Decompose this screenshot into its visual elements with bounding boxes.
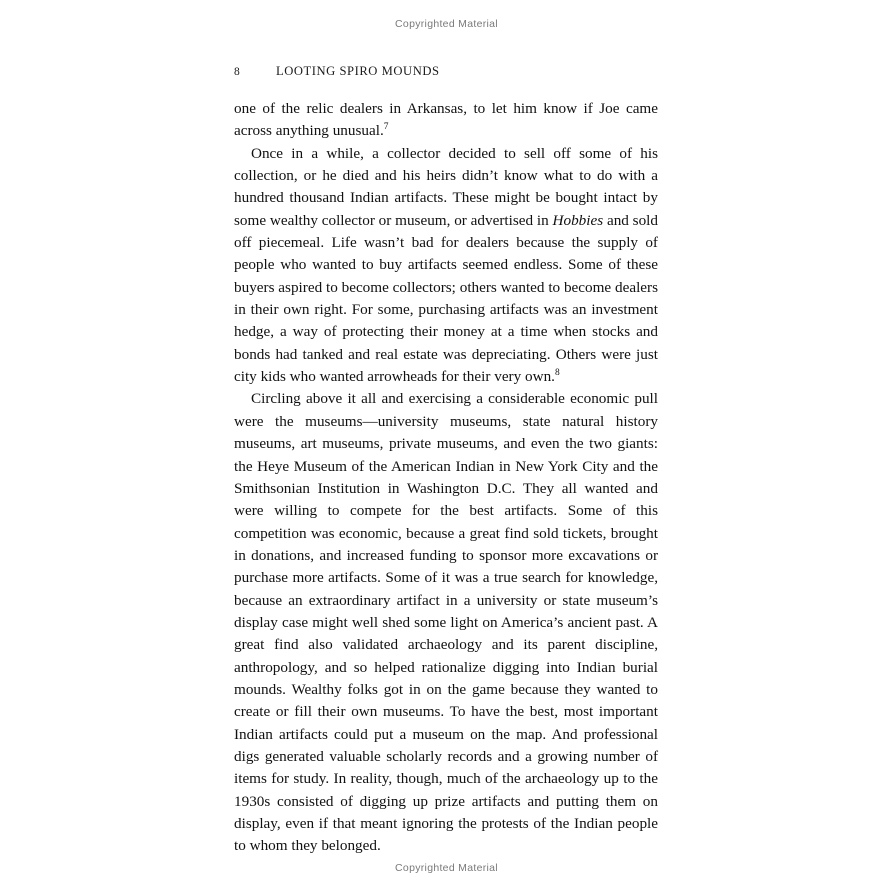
book-title-hobbies: Hobbies [552,211,604,229]
copyright-watermark-top: Copyrighted Material [395,18,498,30]
copyright-watermark-bottom: Copyrighted Material [395,862,498,874]
body-text-column [234,98,658,858]
paragraph-2-segment-1: Once in a while, a collector decided to sell off some of his collection, or he died and his heirs didn’t know what to do with a hundred thousand Indian artifacts. These might be bought intact by some wealthy collector or museum, or advertised in [234,144,658,229]
running-head: LOOTING SPIRO MOUNDS [276,64,440,78]
paragraph-2-segment-2: and sold off piecemeal. Life wasn’t bad for dealers because the supply of people who wanted to buy artifacts seemed endless. Some of these buyers aspired to become collectors; others wanted to become dealers in their own right. For some, purchasing artifacts was an investment hedge, a way of protecting their money at a time when stocks and bonds had tanked and real estate was depreciating. Others were just city kids who wanted arrowheads for their very own. [234,211,658,386]
page-number: 8 [234,66,240,78]
footnote-marker-7: 7 [383,122,389,133]
paragraph-1 [234,98,658,143]
paragraph-3: Circling above it all and exercising a considerable economic pull were the museums—university museums, state natural history museums, art museums, private museums, and even the two giants: the Heye Museum of the American Indian in New York City and the Smithsonian Institution in Washington D.C. They all wanted and were willing to compete for the best artifacts. Some of this competition was economic, because a great find sold tickets, brought in donations, and increased funding to sponsor more excavations or purchase more artifacts. Some of it was a true search for knowledge, because an extraordinary artifact in a university or state museum’s display case might well shed some light on America’s ancient past. A great find also validated archaeology and its parent discipline, anthropology, and so helped rationalize digging into Indian burial mounds. Wealthy folks got in on the game because they wanted to create or fill their own museums. To have the best, most important Indian artifacts could put a museum on the map. And professional digs generated valuable scholarly records and a growing number of items for study. In reality, though, much of the archaeology up to the 1930s consisted of digging up prize artifacts and putting them on display, even if that meant ignoring the protests of the Indian people to whom they belonged. [234,390,658,855]
paragraph-2 [234,143,658,389]
paragraph-1-text: one of the relic dealers in Arkansas, to let him know if Joe came across anything unusual. [234,100,658,140]
footnote-marker-8: 8 [554,368,560,379]
page-header [234,64,658,79]
